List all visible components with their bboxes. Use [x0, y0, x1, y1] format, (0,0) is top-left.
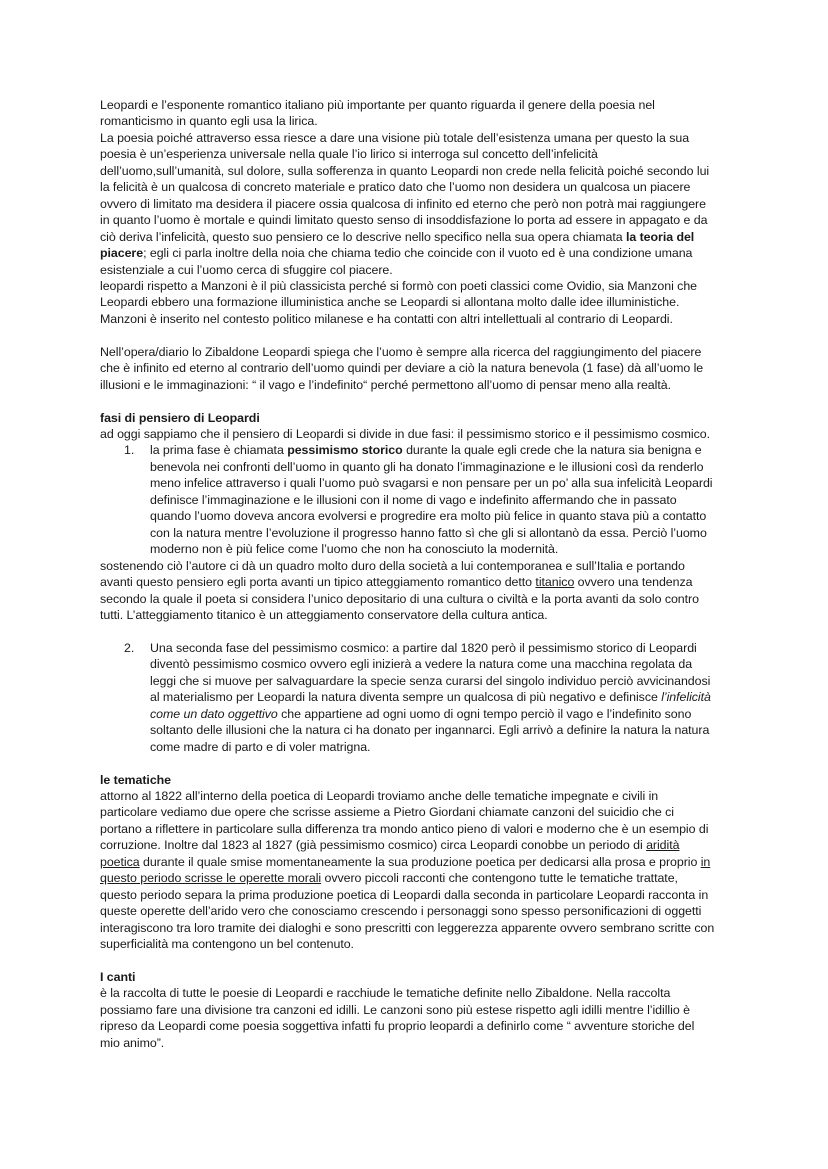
text-line: tutti. L’atteggiamento titanico è un atteggiamento conservatore della cultura antica. — [100, 608, 548, 623]
text-line: la felicità è un qualcosa di concreto materiale e pratico dato che l’uomo non desidera un qualcosa un piacere — [100, 180, 691, 195]
section-heading-tematiche: le tematiche — [100, 772, 172, 787]
text-line: particolare vediamo due opere che scrisse assieme a Pietro Giordani chiamate canzoni del suicidio che ci — [100, 805, 675, 820]
text-line: poesia è un’esperienza universale nella quale l’io lirico si interroga sul concetto dell’infelicità — [100, 147, 598, 162]
text-line: diventò pessimismo cosmico ovvero egli inizierà a vedere la natura come una macchina regolata da — [150, 657, 693, 672]
text-line: con la natura mentre l’evoluzione il progresso hanno fatto sì che gli si allontanò da essa. Perciò l’uomo — [150, 525, 707, 540]
text-line: Leopardi ebbero una formazione illuministica anche se Leopardi si allontana molto dalle idee illuministiche. — [100, 295, 680, 310]
text-line: mio animo”. — [100, 1035, 165, 1050]
text-line: esistenziale a cui l’uomo cerca di sfuggire col piacere. — [100, 262, 393, 277]
text-line: secondo la quale il poeta si considera l’unico depositario di una cultura o civiltà e la porta avanti da solo contro — [100, 591, 699, 606]
intro-paragraph-2 — [100, 130, 740, 278]
text-line: interagiscono tra loro tramite dei dialoghi e sono prescritti con leggerezza apparente ovvero sembrano scritte con — [100, 920, 715, 935]
text-line: questo periodo scrisse le operette morali ovvero piccoli racconti che contengono tutte le tematiche trattate, — [100, 871, 678, 886]
text-line: che è infinito ed eterno al contrario dell’uomo quindi per deviare a ciò la natura benevola (1 fase) dà all’uomo le — [100, 361, 704, 376]
text-line: Una seconda fase del pessimismo cosmico: a partire dal 1820 però il pessimismo storico di Leopardi — [150, 640, 697, 655]
text-line: Nell’opera/diario lo Zibaldone Leopardi spiega che l’uomo è sempre alla ricerca del raggiungimento del piacere — [100, 344, 702, 359]
underlined-term-poetica: poetica — [100, 854, 140, 869]
document-page — [100, 97, 740, 1051]
text-line: portano a riflettere in particolare sulla differenza tra mondo antico pieno di valori e moderno che è un esempio di — [100, 821, 709, 836]
text-line: queste operette dell’arido vero che conosciamo crescendo i personaggi sono spesso personificazioni di oggetti — [100, 904, 702, 919]
text-line: in quanto l’uomo è mortale e quindi limitato questo senso di insoddisfazione lo porta ad essere in appagato e da — [100, 213, 708, 228]
text-line: sostenendo ciò l’autore ci dà un quadro molto duro della società a lui contemporanea e sull’Italia e portando — [100, 558, 685, 573]
text-line: è la raccolta di tutte le poesie di Leopardi e racchiude le tematiche definite nello Zibaldone. Nella raccolta — [100, 986, 671, 1001]
intro-paragraph-1 — [100, 97, 740, 130]
text-line: meno infelice attraverso i quali l’uomo può svagarsi e non pensare per un po’ alla sua infelicità Leopardi — [150, 476, 713, 491]
blank-line — [100, 623, 740, 639]
list-item-1 — [100, 442, 740, 557]
text-line: ovvero di limitato ma desidera il piacere ossia qualcosa di infinito ed eterno che però non potrà mai raggiungere — [100, 196, 706, 211]
text-line: romanticismo in quanto egli usa la lirica. — [100, 114, 318, 129]
list-item-2 — [100, 640, 740, 755]
bold-term-teoria-del-piacere: la teoria del — [625, 229, 695, 244]
text-line: attorno al 1822 all’interno della poetica di Leopardi troviamo anche delle tematiche impegnate e civili in — [100, 788, 659, 803]
underlined-term-in: in — [700, 854, 711, 869]
italic-term-dato-oggettivo: come un dato oggettivo — [150, 706, 278, 721]
text-line: come un dato oggettivo che appartiene ad ogni uomo di ogni tempo perciò il vago e l’indefinito sono — [150, 706, 692, 721]
text-line: questo periodo separa la prima produzione poetica di Leopardi dalla seconda in particolare Leopardi racconta in — [100, 887, 709, 902]
text-line: soltanto delle illusioni che la natura ci ha donato per ingannarci. Egli arrivò a definire la natura la natura — [150, 723, 710, 738]
text-line: quando l’uomo doveva ancora evolversi e progredire era molto più felice in quanto stava più a contatto — [150, 509, 707, 524]
text-line: al materialismo per Leopardi la natura diventa sempre un qualcosa di più negativo e definisce l’infelicità — [150, 690, 711, 705]
text-line: benevola nei confronti dell’uomo in quanto gli ha donato l’immaginazione e le illusioni così da renderlo — [150, 459, 704, 474]
text-line: possiamo fare una divisione tra canzoni ed idilli. Le canzoni sono più estese rispetto agli idilli mentre l’idillio è — [100, 1002, 690, 1017]
blank-line — [100, 327, 740, 343]
section-heading-fasi: fasi di pensiero di Leopardi — [100, 410, 260, 425]
text-line: dell’uomo,sull’umanità, sul dolore, sulla sofferenza in quanto Leopardi non crede nella felicità poiché secondo lui — [100, 163, 710, 178]
section-heading-canti: I canti — [100, 969, 136, 984]
blank-line — [100, 953, 740, 969]
blank-line — [100, 755, 740, 771]
text-line: illusioni e le immaginazioni: “ il vago e l’indefinito“ perché permettono all’uomo di pensar meno alla realtà. — [100, 377, 671, 392]
text-line: definisce l’immaginazione e le illusioni con il nome di vago e indefinito affermando che in passato — [150, 492, 677, 507]
intro-paragraph-3 — [100, 278, 740, 327]
bold-term-piacere: piacere — [100, 246, 144, 261]
underlined-term-aridita: aridità — [646, 838, 680, 853]
text-line: corruzione. Inoltre dal 1823 al 1827 (già pessimismo cosmico) circa Leopardi conobbe un periodo di aridità — [100, 838, 680, 853]
text-line: superficialità ma contengono un bel contenuto. — [100, 937, 354, 952]
bold-term-pessimismo-storico: pessimismo storico — [287, 443, 403, 458]
titanico-paragraph — [100, 558, 740, 624]
text-line: leggi che si muove per salvaguardare la specie senza curarsi del singolo individuo perciò avvicinandosi — [150, 673, 711, 688]
canti-paragraph — [100, 985, 740, 1051]
text-line: Leopardi e l’esponente romantico italiano più importante per quanto riguarda il genere della poesia nel — [100, 98, 655, 112]
text-line: leopardi rispetto a Manzoni è il più classicista perché si formò con poeti classici come Ovidio, sia Manzoni che — [100, 278, 697, 293]
italic-term-infelicita: l’infelicità — [661, 690, 711, 705]
underlined-term-operette-morali: questo periodo scrisse le operette morali — [100, 871, 322, 886]
fasi-intro — [100, 426, 740, 442]
text-line: avanti questo pensiero egli porta avanti un tipico atteggiamento romantico detto titanico ovvero una tendenza — [100, 575, 693, 590]
text-line: moderno non è più felice come l’uomo che non ha conosciuto la modernità. — [150, 542, 559, 557]
text-line: come madre di parto e di voler matrigna. — [150, 739, 371, 754]
list-number: 1. — [124, 443, 135, 458]
text-line: piacere; egli ci parla inoltre della noia che chiama tedio che coincide con il vuoto ed è una condizione umana — [100, 246, 693, 261]
blank-line — [100, 393, 740, 409]
text-line: ciò deriva l’infelicità, questo suo pensiero ce lo descrive nello specifico nella sua opera chiamata la teoria del — [100, 229, 695, 244]
text-line: poetica durante il quale smise momentaneamente la sua produzione poetica per dedicarsi alla prosa e proprio in — [100, 854, 711, 869]
text-line: ad oggi sappiamo che il pensiero di Leopardi si divide in due fasi: il pessimismo storico e il pessimismo cosmico. — [100, 427, 710, 442]
zibaldone-paragraph — [100, 344, 740, 393]
text-line: la prima fase è chiamata pessimismo storico durante la quale egli crede che la natura sia benigna e — [150, 443, 702, 458]
tematiche-paragraph — [100, 788, 740, 953]
text-line: ripreso da Leopardi come poesia soggettiva infatti fu proprio leopardi a definirlo come “ avventure storiche del — [100, 1019, 695, 1034]
text-line: La poesia poiché attraverso essa riesce a dare una visione più totale dell’esistenza umana per questo la sua — [100, 130, 690, 145]
list-number: 2. — [124, 640, 135, 655]
text-line: Manzoni è inserito nel contesto politico milanese e ha contatti con altri intellettuali al contrario di Leopardi. — [100, 311, 673, 326]
underlined-term-titanico: titanico — [535, 575, 575, 590]
